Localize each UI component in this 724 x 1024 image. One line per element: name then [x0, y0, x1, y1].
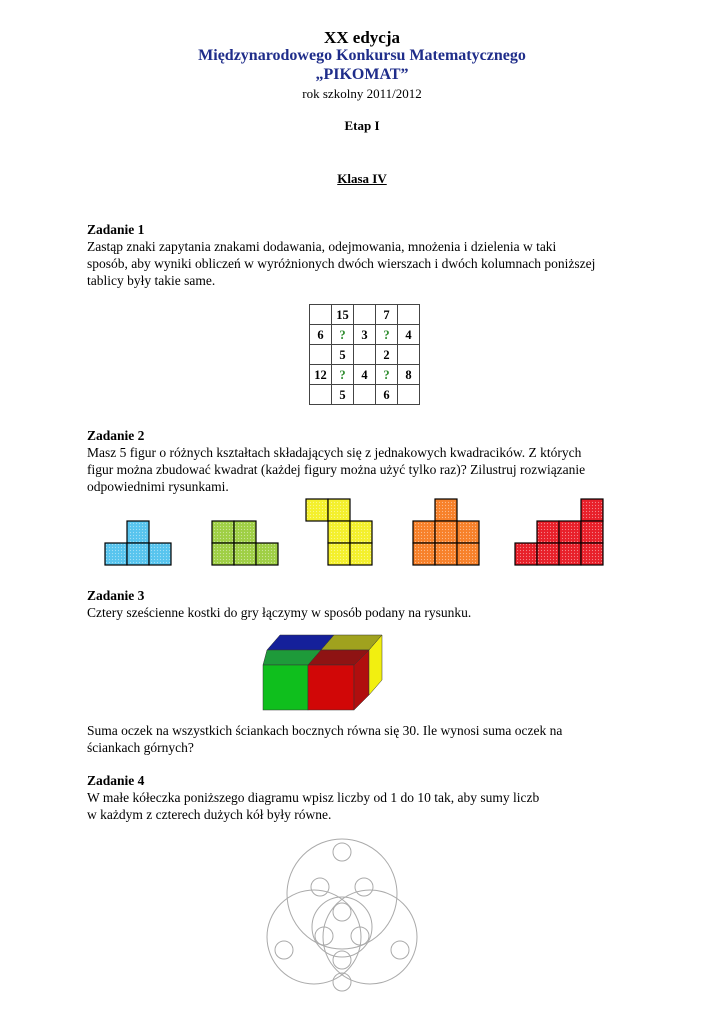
- small-circle[interactable]: [333, 951, 351, 969]
- shape-square-texture: [235, 522, 255, 542]
- task-3-after-line-1: Suma oczek na wszystkich ściankach bocznych równa się 30. Ile wynosi suma oczek na: [87, 723, 563, 738]
- table-cell: 5: [332, 385, 354, 405]
- shape-yellow: [306, 499, 372, 565]
- shape-square-texture: [414, 544, 434, 564]
- shape-red: [515, 499, 603, 565]
- class-label: Klasa IV: [337, 171, 387, 186]
- edition-title: XX edycja: [323, 28, 400, 47]
- task-4: [87, 772, 647, 823]
- shape-square-texture: [458, 522, 478, 542]
- task-3-question: [87, 722, 647, 756]
- shape-square-texture: [329, 522, 349, 542]
- table-cell: 4: [354, 365, 376, 385]
- small-circle[interactable]: [311, 878, 329, 896]
- shape-square-texture: [436, 500, 456, 520]
- circles-diagram: [262, 832, 422, 992]
- task-2-line-1: Masz 5 figur o różnych kształtach składających się z jednakowych kwadracików. Z których: [87, 445, 582, 460]
- block-front-green: [263, 665, 308, 710]
- shape-square-texture: [150, 544, 170, 564]
- small-circle[interactable]: [333, 903, 351, 921]
- shape-square-texture: [329, 544, 349, 564]
- contest-name: „PIKOMAT”: [315, 66, 409, 83]
- block-front-red: [308, 665, 354, 710]
- shape-square-texture: [582, 500, 602, 520]
- shape-square-texture: [213, 522, 233, 542]
- table-cell-question[interactable]: ?: [376, 325, 398, 345]
- shape-square-texture: [560, 544, 580, 564]
- shape-blue: [105, 521, 171, 565]
- shape-square-texture: [128, 544, 148, 564]
- big-circle-top: [287, 839, 397, 949]
- shape-square-texture: [538, 522, 558, 542]
- contest-title: Międzynarodowego Konkursu Matematycznego: [198, 47, 526, 64]
- small-circle[interactable]: [333, 973, 351, 991]
- task-1-line-3: tablicy były takie same.: [87, 273, 216, 288]
- small-circle[interactable]: [355, 878, 373, 896]
- table-cell-question[interactable]: ?: [332, 325, 354, 345]
- shape-square-texture: [458, 544, 478, 564]
- table-cell-question[interactable]: ?: [332, 365, 354, 385]
- shape-square-texture: [329, 500, 349, 520]
- task-1-line-2: sposób, aby wyniki obliczeń w wyróżnionych dwóch wierszach i dwóch kolumnach poniższej: [87, 256, 596, 271]
- shape-orange: [413, 499, 479, 565]
- table-cell: 7: [376, 305, 398, 325]
- small-circle[interactable]: [275, 941, 293, 959]
- shape-square-texture: [582, 544, 602, 564]
- shape-square-texture: [516, 544, 536, 564]
- dice-blocks-drawing: [262, 634, 384, 712]
- shape-square-texture: [351, 522, 371, 542]
- task-4-line-2: w każdym z czterech dużych kół były równe.: [87, 807, 332, 822]
- task-2-title: Zadanie 2: [87, 428, 145, 443]
- shape-square-texture: [106, 544, 126, 564]
- table-cell: 15: [332, 305, 354, 325]
- task-2-line-2: figur można zbudować kwadrat (każdej figury można użyć tylko raz)? Zilustruj rozwiązanie: [87, 462, 586, 477]
- task-3-after-line-2: ściankach górnych?: [87, 740, 194, 755]
- task-3: [87, 587, 647, 621]
- task-3-line-1: Cztery sześcienne kostki do gry łączymy w sposób podany na rysunku.: [87, 605, 472, 620]
- shape-square-texture: [213, 544, 233, 564]
- table-cell: 8: [398, 365, 420, 385]
- small-circle[interactable]: [333, 843, 351, 861]
- table-cell: 4: [398, 325, 420, 345]
- table-cell-question[interactable]: ?: [376, 365, 398, 385]
- table-cell: 12: [310, 365, 332, 385]
- shape-square-texture: [436, 522, 456, 542]
- shape-square-texture: [257, 544, 277, 564]
- table-cell: 2: [376, 345, 398, 365]
- shape-square-texture: [307, 500, 327, 520]
- shape-square-texture: [351, 544, 371, 564]
- shape-square-texture: [128, 522, 148, 542]
- task-4-title: Zadanie 4: [87, 773, 145, 788]
- task-3-title: Zadanie 3: [87, 588, 145, 603]
- task-4-line-1: W małe kółeczka poniższego diagramu wpisz liczby od 1 do 10 tak, aby sumy liczb: [87, 790, 540, 805]
- shape-square-texture: [436, 544, 456, 564]
- table-cell: 6: [310, 325, 332, 345]
- shape-square-texture: [538, 544, 558, 564]
- table-cell: 3: [354, 325, 376, 345]
- task-1-line-1: Zastąp znaki zapytania znakami dodawania, odejmowania, mnożenia i dzielenia w taki: [87, 239, 557, 254]
- school-year: rok szkolny 2011/2012: [302, 86, 422, 101]
- table-cell: 6: [376, 385, 398, 405]
- shape-square-texture: [235, 544, 255, 564]
- shape-green: [212, 521, 278, 565]
- task-1-title: Zadanie 1: [87, 222, 145, 237]
- task-2-line-3: odpowiednimi rysunkami.: [87, 479, 229, 494]
- shape-square-texture: [582, 522, 602, 542]
- small-circle[interactable]: [391, 941, 409, 959]
- shape-square-texture: [414, 522, 434, 542]
- stage-label: Etap I: [344, 118, 380, 133]
- shape-square-texture: [560, 522, 580, 542]
- table-cell: 5: [332, 345, 354, 365]
